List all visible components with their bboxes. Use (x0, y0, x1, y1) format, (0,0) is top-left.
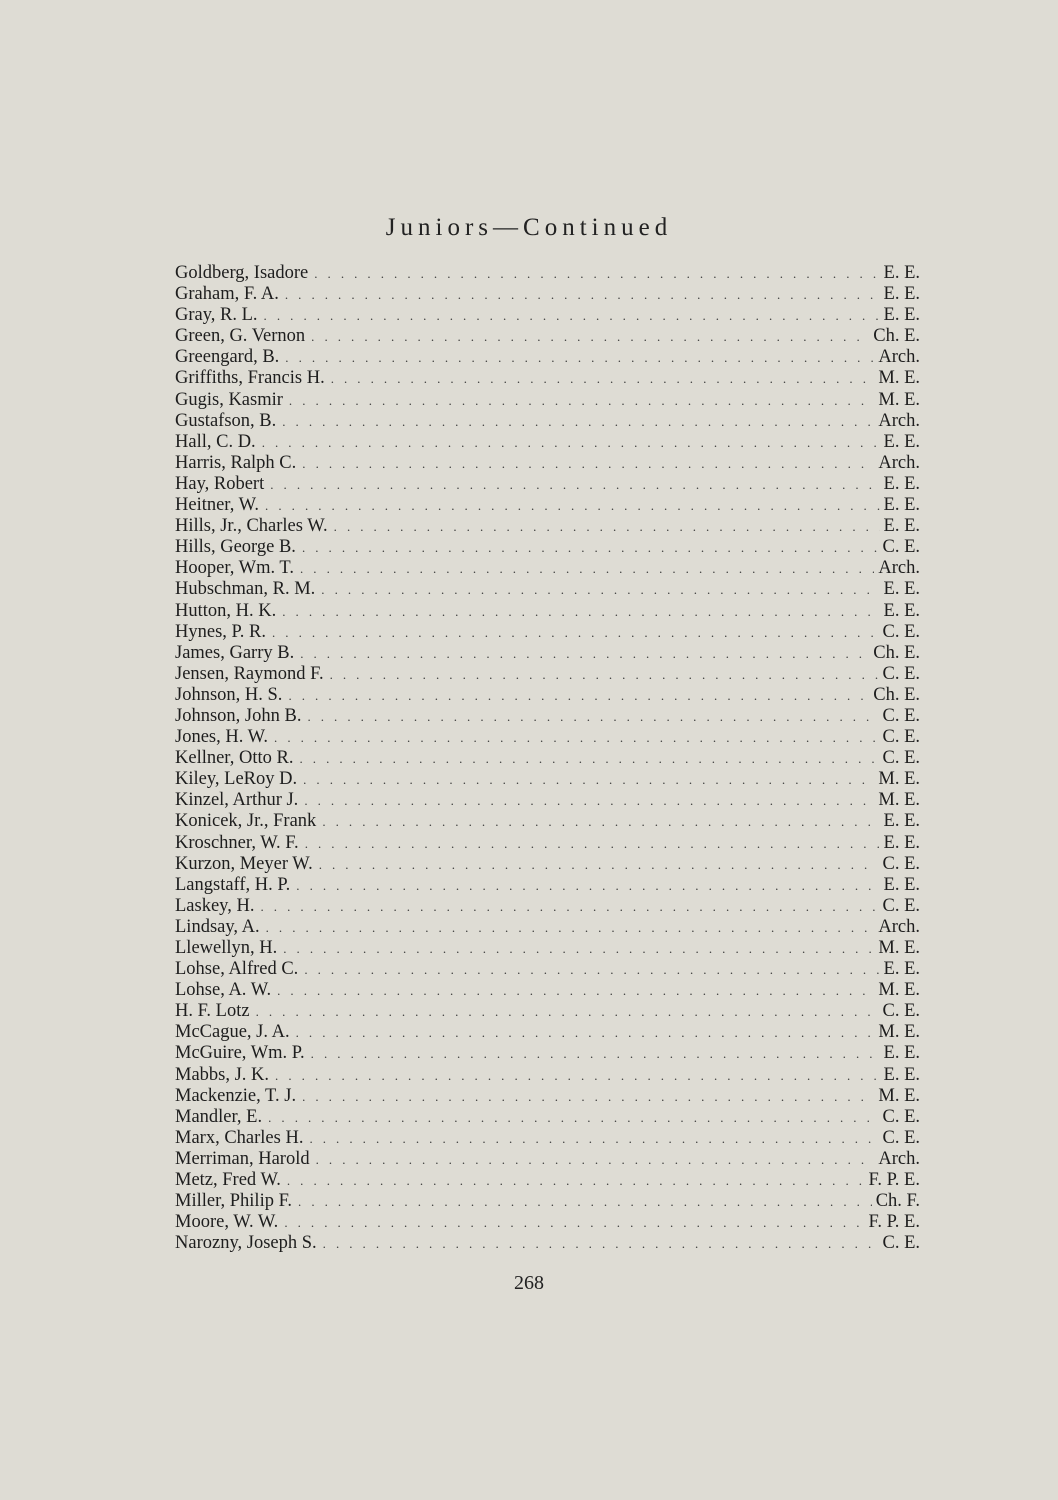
roster-row (175, 1170, 920, 1191)
roster-row (175, 1022, 920, 1043)
student-name: Hynes, P. R. (175, 621, 266, 642)
dot-leader (304, 790, 874, 811)
dot-leader (300, 643, 869, 664)
dot-leader (302, 537, 879, 558)
roster-row (175, 1001, 920, 1022)
student-name: Heitner, W. (175, 495, 260, 516)
dot-leader (274, 727, 878, 748)
roster-row (175, 643, 920, 664)
dot-leader (265, 495, 879, 516)
student-name: Marx, Charles H. (175, 1127, 304, 1148)
dot-leader (304, 959, 879, 980)
course-abbreviation: E. E. (883, 263, 920, 283)
dot-leader (303, 769, 874, 790)
student-name: Lohse, A. W. (175, 980, 272, 1001)
student-name: Kurzon, Meyer W. (175, 853, 313, 874)
roster-row (175, 748, 920, 769)
dot-leader (323, 1233, 879, 1254)
student-name: Mandler, E. (175, 1106, 263, 1127)
course-abbreviation: C. E. (882, 748, 920, 769)
student-name: Graham, F. A. (175, 284, 279, 305)
student-name: Lindsay, A. (175, 916, 260, 937)
course-abbreviation: F. P. E. (868, 1170, 920, 1191)
student-name: Hills, Jr., Charles W. (175, 516, 328, 537)
course-abbreviation: E. E. (883, 832, 920, 853)
dot-leader (331, 368, 875, 389)
course-abbreviation: E. E. (883, 473, 920, 494)
student-name: Hall, C. D. (175, 431, 256, 452)
roster-row (175, 938, 920, 959)
dot-leader (330, 664, 879, 685)
dot-leader (321, 579, 879, 600)
course-abbreviation: M. E. (878, 1085, 920, 1106)
roster-row (175, 727, 920, 748)
course-abbreviation: E. E. (883, 431, 920, 452)
roster-row (175, 1107, 920, 1128)
dot-leader (268, 1107, 878, 1128)
course-abbreviation: C. E. (882, 1127, 920, 1148)
student-name: Merriman, Harold (175, 1148, 310, 1169)
page-heading: Juniors—Continued (385, 214, 673, 241)
roster-row (175, 537, 920, 558)
course-abbreviation: M. E. (878, 790, 920, 811)
roster-row (175, 706, 920, 727)
roster-row (175, 495, 920, 516)
course-abbreviation: Ch. E. (873, 642, 920, 663)
course-abbreviation: M. E. (878, 938, 920, 958)
student-roster (175, 263, 920, 1254)
dot-leader (289, 390, 874, 411)
student-name: Hay, Robert (175, 473, 265, 494)
course-abbreviation: Arch. (878, 347, 920, 368)
course-abbreviation: C. E. (882, 621, 920, 642)
dot-leader (288, 685, 869, 706)
roster-row (175, 474, 920, 495)
roster-row (175, 917, 920, 938)
roster-row (175, 769, 920, 790)
student-name: Hubschman, R. M. (175, 579, 316, 600)
dot-leader (272, 622, 879, 643)
dot-leader (296, 1022, 875, 1043)
roster-row (175, 579, 920, 600)
roster-row (175, 1212, 920, 1233)
course-abbreviation: M. E. (878, 368, 920, 389)
roster-row (175, 347, 920, 368)
roster-row (175, 601, 920, 622)
dot-leader (299, 748, 878, 769)
course-abbreviation: M. E. (878, 980, 920, 1001)
course-abbreviation: C. E. (882, 895, 920, 916)
dot-leader (270, 474, 879, 495)
course-abbreviation: C. E. (882, 1233, 920, 1254)
dot-leader (266, 917, 875, 938)
roster-row (175, 326, 920, 347)
roster-row (175, 432, 920, 453)
course-abbreviation: C. E. (882, 1106, 920, 1127)
student-name: Laskey, H. (175, 895, 255, 916)
roster-row (175, 1043, 920, 1064)
student-name: Metz, Fred W. (175, 1170, 281, 1191)
dot-leader (282, 601, 879, 622)
roster-row (175, 558, 920, 579)
student-name: McCague, J. A. (175, 1022, 290, 1043)
dot-leader (298, 1191, 872, 1212)
course-abbreviation: Arch. (878, 1148, 920, 1169)
dot-leader (302, 1086, 874, 1107)
dot-leader (277, 980, 874, 1001)
student-name: Konicek, Jr., Frank (175, 811, 317, 832)
course-abbreviation: E. E. (883, 600, 920, 621)
student-name: Kroschner, W. F. (175, 832, 299, 853)
student-name: James, Garry B. (175, 642, 295, 663)
course-abbreviation: M. E. (878, 1022, 920, 1043)
roster-row (175, 368, 920, 389)
dot-leader (285, 347, 874, 368)
dot-leader (305, 833, 880, 854)
course-abbreviation: C. E. (882, 853, 920, 874)
course-abbreviation: C. E. (882, 1001, 920, 1022)
student-name: Gustafson, B. (175, 410, 277, 431)
course-abbreviation: E. E. (883, 811, 920, 832)
course-abbreviation: Ch. E. (873, 326, 920, 347)
course-abbreviation: C. E. (882, 663, 920, 684)
student-name: Lohse, Alfred C. (175, 959, 299, 980)
dot-leader (283, 938, 874, 959)
page-number: 268 (514, 1272, 544, 1294)
course-abbreviation: C. E. (882, 537, 920, 558)
dot-leader (314, 263, 879, 284)
roster-row (175, 453, 920, 474)
student-name: Jones, H. W. (175, 727, 269, 748)
student-name: Narozny, Joseph S. (175, 1233, 317, 1254)
roster-row (175, 1065, 920, 1086)
roster-row (175, 875, 920, 896)
dot-leader (334, 516, 880, 537)
course-abbreviation: Arch. (878, 916, 920, 937)
roster-row (175, 263, 920, 284)
course-abbreviation: E. E. (883, 516, 920, 537)
course-abbreviation: Ch. E. (873, 684, 920, 705)
dot-leader (260, 896, 878, 917)
student-name: Johnson, H. S. (175, 684, 283, 705)
course-abbreviation: C. E. (882, 705, 920, 726)
roster-row (175, 1086, 920, 1107)
roster-row (175, 411, 920, 432)
student-name: Gray, R. L. (175, 305, 258, 326)
roster-row (175, 390, 920, 411)
student-name: Johnson, John B. (175, 705, 302, 726)
student-name: Harris, Ralph C. (175, 452, 297, 473)
roster-row (175, 790, 920, 811)
student-name: Griffiths, Francis H. (175, 368, 325, 389)
dot-leader (322, 811, 879, 832)
roster-row (175, 1233, 920, 1254)
course-abbreviation: E. E. (883, 874, 920, 895)
student-name: McGuire, Wm. P. (175, 1043, 305, 1064)
course-abbreviation: E. E. (883, 1064, 920, 1085)
course-abbreviation: M. E. (878, 389, 920, 410)
dot-leader (311, 326, 869, 347)
student-name: Goldberg, Isadore (175, 263, 309, 283)
roster-row (175, 685, 920, 706)
course-abbreviation: M. E. (878, 769, 920, 790)
course-abbreviation: C. E. (882, 727, 920, 748)
course-abbreviation: E. E. (883, 1043, 920, 1064)
dot-leader (316, 1149, 875, 1170)
roster-row (175, 959, 920, 980)
student-name: Langstaff, H. P. (175, 874, 291, 895)
dot-leader (319, 854, 879, 875)
student-name: Kellner, Otto R. (175, 748, 294, 769)
dot-leader (307, 706, 878, 727)
course-abbreviation: F. P. E. (868, 1212, 920, 1233)
dot-leader (285, 284, 880, 305)
student-name: Green, G. Vernon (175, 326, 306, 347)
roster-row (175, 854, 920, 875)
student-name: Gugis, Kasmir (175, 389, 283, 410)
roster-row (175, 1191, 920, 1212)
roster-row (175, 1128, 920, 1149)
course-abbreviation: Ch. F. (875, 1191, 920, 1212)
course-abbreviation: Arch. (878, 410, 920, 431)
student-name: Greengard, B. (175, 347, 280, 368)
student-name: Mabbs, J. K. (175, 1064, 270, 1085)
student-name: Mackenzie, T. J. (175, 1085, 297, 1106)
dot-leader (296, 875, 879, 896)
roster-row (175, 516, 920, 537)
student-name: Hooper, Wm. T. (175, 558, 294, 579)
dot-leader (311, 1043, 880, 1064)
roster-row (175, 284, 920, 305)
roster-row (175, 896, 920, 917)
course-abbreviation: Arch. (878, 558, 920, 579)
course-abbreviation: Arch. (878, 452, 920, 473)
roster-row (175, 833, 920, 854)
dot-leader (262, 432, 880, 453)
dot-leader (282, 411, 874, 432)
dot-leader (275, 1065, 879, 1086)
dot-leader (287, 1170, 865, 1191)
student-name: Moore, W. W. (175, 1212, 279, 1233)
roster-row (175, 305, 920, 326)
student-name: Jensen, Raymond F. (175, 663, 324, 684)
student-name: H. F. Lotz (175, 1001, 250, 1022)
dot-leader (256, 1001, 879, 1022)
dot-leader (264, 305, 880, 326)
course-abbreviation: E. E. (883, 959, 920, 980)
dot-leader (302, 453, 874, 474)
student-name: Llewellyn, H. (175, 938, 278, 958)
student-name: Miller, Philip F. (175, 1191, 293, 1212)
roster-row (175, 664, 920, 685)
student-name: Kinzel, Arthur J. (175, 790, 299, 811)
student-name: Kiley, LeRoy D. (175, 769, 298, 790)
course-abbreviation: E. E. (883, 284, 920, 305)
dot-leader (300, 558, 874, 579)
course-abbreviation: E. E. (883, 495, 920, 516)
roster-row (175, 1149, 920, 1170)
student-name: Hills, George B. (175, 537, 296, 558)
roster-row (175, 811, 920, 832)
student-name: Hutton, H. K. (175, 600, 277, 621)
roster-row (175, 980, 920, 1001)
dot-leader (309, 1128, 878, 1149)
dot-leader (284, 1212, 864, 1233)
roster-row (175, 622, 920, 643)
course-abbreviation: E. E. (883, 579, 920, 600)
course-abbreviation: E. E. (883, 305, 920, 326)
